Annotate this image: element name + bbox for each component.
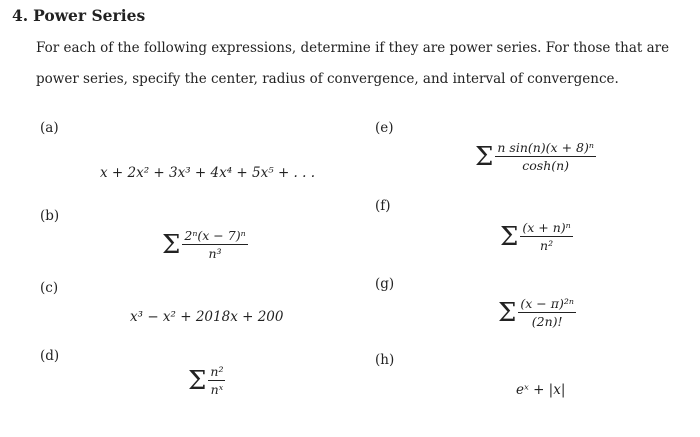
part-f-numerator: (x + n)ⁿ <box>522 220 571 235</box>
part-g-fraction <box>518 296 576 329</box>
part-h-label: (h) <box>375 352 395 368</box>
part-e-label: (e) <box>375 120 394 136</box>
part-g-denominator: (2n)! <box>531 314 563 329</box>
part-f-fraction <box>520 220 572 253</box>
part-d-label: (d) <box>40 348 60 364</box>
sigma-symbol: Σ <box>475 141 494 172</box>
part-d-fraction <box>208 364 225 397</box>
part-e-fraction <box>495 140 596 173</box>
part-e-numerator: n sin(n)(x + 8)ⁿ <box>497 140 594 155</box>
part-b-denominator: n³ <box>208 246 222 261</box>
part-g-label: (g) <box>375 276 395 292</box>
part-h-expression: eˣ + |x| <box>516 382 566 398</box>
problem-number: 4. <box>12 6 29 25</box>
part-c-expression: x³ − x² + 2018x + 200 <box>130 309 284 325</box>
part-g-series <box>498 296 576 329</box>
sigma-symbol: Σ <box>498 297 517 328</box>
part-e-denominator: cosh(n) <box>522 158 570 173</box>
part-b-numerator: 2ⁿ(x − 7)ⁿ <box>184 228 246 243</box>
part-d-numerator: n² <box>210 364 224 379</box>
instructions-line-1: For each of the following expressions, determine if they are power series. For those that are <box>36 40 670 56</box>
part-b-series <box>162 228 248 261</box>
part-b-fraction <box>182 228 247 261</box>
part-f-label: (f) <box>375 198 391 214</box>
sigma-symbol: Σ <box>188 365 207 396</box>
part-b-label: (b) <box>40 208 60 224</box>
instructions-line-2: power series, specify the center, radius of convergence, and interval of convergence. <box>36 71 619 87</box>
part-a-expression: x + 2x² + 3x³ + 4x⁴ + 5x⁵ + . . . <box>100 165 315 181</box>
part-f-series <box>500 220 573 253</box>
part-g-numerator: (x − π)²ⁿ <box>520 296 574 311</box>
part-d-series <box>188 364 225 397</box>
part-d-denominator: nˣ <box>210 382 224 397</box>
part-f-denominator: n² <box>540 238 554 253</box>
part-e-series <box>475 140 596 173</box>
problem-title <box>12 6 145 25</box>
sigma-symbol: Σ <box>500 221 519 252</box>
sigma-symbol: Σ <box>162 229 181 260</box>
part-c-label: (c) <box>40 280 59 296</box>
part-a-label: (a) <box>40 120 59 136</box>
problem-heading: Power Series <box>33 6 146 25</box>
